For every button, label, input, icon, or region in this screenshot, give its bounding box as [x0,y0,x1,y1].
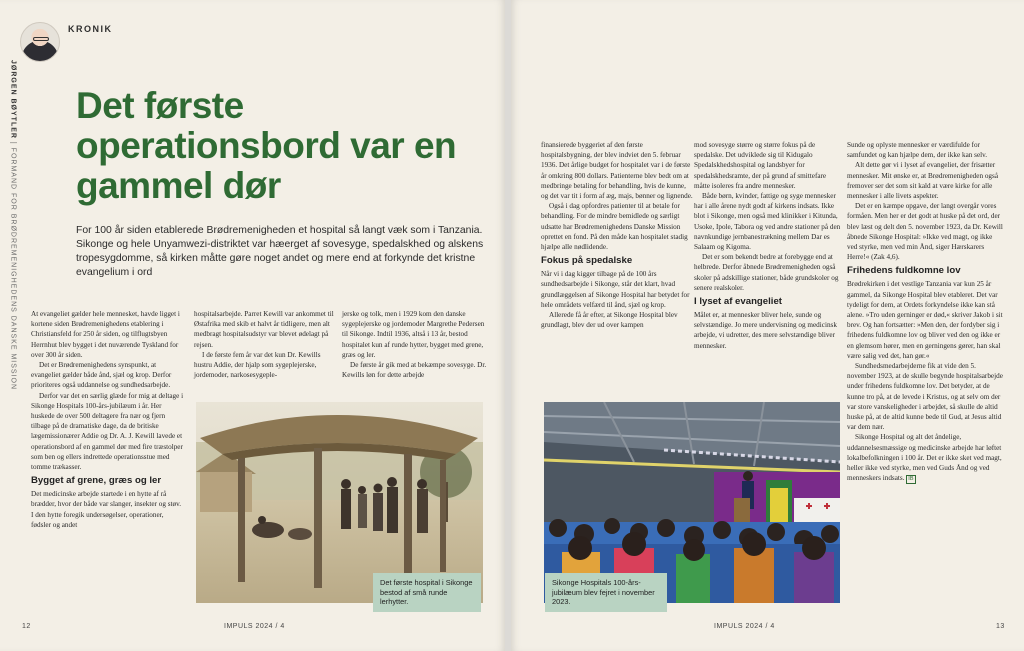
left-column-2 [194,309,334,380]
end-mark: IB [908,476,914,483]
paragraph: Både børn, kvinder, fattige og syge mennesker har i alle årene nydt godt af kirkens indsats. Ikke blot i Sikonge, men også med klinikker i Kitunda, Usoke, Ipole, Tabora og ved andre stationer på den navnkundige jernbanestrækning mellem Dar es Salaam og Kigoma. [694,192,841,252]
page-number-left: 12 [22,623,31,630]
paragraph: hospitalsarbejde. Parret Kewill var ankommet til Østafrika med skib et halvt år tidligere, men alt medbragt hospitalsudstyr var blevet ødelagt på rejsen. [194,310,334,349]
paragraph: Det er Brødremenighedens synspunkt, at evangeliet gælder både ånd, sjæl og krop. Derfor prioriteres også uddannelse og sundhedsarbejde. [31,361,172,390]
subheading: I lyset af evangeliet [694,296,782,308]
subheading: Bygget af grene, græs og ler [31,475,162,487]
paragraph: Sunde og oplyste mennesker er værdifulde for samfundet og kan hjælpe dem, der ikke kan selv. [847,141,988,160]
paragraph: Sundhedsmedarbejderne fik at vide den 5. november 1923, at de skulle begynde hospitalsarbejde under frihedens fuldkomne lov. Det betyder, at de kunne tro på, at de levede i Kristus, og at selv om der var store vanskeligheder i arbejdet, så skulle de altid huske på, at de altid kunne bede til Gud, at Jesus altid var dem nær. [847,362,1003,432]
paragraph: Brødrekirken i det vestlige Tanzania var kun 25 år gammel, da Sikonge Hospital blev etableret. Det var tydeligt for dem, at Ordets forkyndelse ikke kan stå alene. »Tro uden gerninger er død,« skriver Jakob i sit brev. Og han fortsætter: »Men den, der fordyber sig i frihedens fuldkomne lov og bliver ved den og ikke er en glemsom hører, men en gerningens gører, han skal være salig ved det, han gør.« [847,280,1003,360]
paragraph: Det er som bekendt bedre at forebygge end at helbrede. Derfor åbnede Brødremenigheden også skoler på adskillige stationer, både grundskoler og senere realskoler. [694,253,839,292]
right-page [511,0,1024,651]
photo-caption-left: Det første hospital i Sikonge bestod af små runde lerhytter. [373,573,481,612]
paragraph: Det medicinske arbejde startede i en hytte af rå brædder, hvor der både var slanger, insekter og støv. I den hytte foregik undersøgelser, operationer, fødsler og andet [31,490,182,529]
paragraph: De første år gik med at bekæmpe sovesyge. Dr. Kewills løn for dette arbejde [342,361,487,380]
paragraph: Målet er, at mennesker bliver hele, sunde og selvstændige. Jo mere undervisning og medicinsk arbejde, vi udretter, des mere selvstændige bliver mennesker. [694,311,837,350]
left-column-1 [31,309,184,530]
paragraph: I de første fem år var det kun Dr. Kewills hustru Addie, der hjalp som sygeplejerske, jordemoder, narkosesygeple- [194,350,321,380]
paragraph-text: Sikonge Hospital og alt det åndelige, uddannelsesmæssige og medicinske arbejde har løftet lokalbefolkningen i 100 år. Det er ikke sket ved magt, heller ikke ved styrke, men ved Guds Ånd og ved menneskers indsats. [847,433,1002,483]
paragraph: Alt dette gør vi i lyset af evangeliet, der frisætter mennesker. Mit ønske er, at Brødremenigheden også fremover ser det som sit kald at være kirke for alle mennesker i alle livets aspekter. [847,161,999,201]
byline-name: JØRGEN BØYTLER [9,60,17,139]
subheading: Fokus på spedalske [541,255,633,267]
paragraph: jerske og tolk, men i 1929 kom den danske sygeplejerske og jordemoder Margrethe Pedersen til Sikonge. Indtil 1936, altså i 13 år, bestod hospitalet kun af runde hytter, bygget med grene, græs og ler. [342,310,485,359]
left-column-3 [342,309,487,380]
subheading: Frihedens fuldkomne lov [847,265,961,277]
author-avatar [20,22,60,62]
page-number-right: 13 [996,623,1005,630]
paragraph: Derfor var det en særlig glæde for mig at deltage i Sikonge Hospitals 100-års-jubilæum i år. Her huskede de over 500 deltagere fra nær og fjern tilbage på de dramatiske dage, da de britiske lægemissionærer Addie og Dr. A. J. Kewill lavede et operationsbord af en gammel dør med fire træstolper som ben og ellers indrettede operationsstue med tomme trækasser. [31,391,184,472]
paragraph: finansierede byggeriet af den første hospitalsbygning, der blev indviet den 5. februar 1936. Det årlige budget for hospitalet var i de første år omkring 800 dollars. Patienterne blev bedt om at medbringe betaling for behandling, hvis de kunne, og det var tit i form af æg, majs, bønner og lignende. [541,141,693,201]
left-page [0,0,505,651]
article-headline: Det første operationsbord var en gammel dør [76,85,457,206]
right-column-2 [694,140,842,351]
paragraph: Når vi i dag kigger tilbage på de 100 års sundhedsarbejde i Sikonge, står det klart, hvad grundlæggelsen af Sikonge Hospital har betydet for hele områdets velfærd til ånd, sjæl og krop. [541,270,690,309]
vertical-byline [6,60,20,391]
paragraph: Det er en kæmpe opgave, der langt overgår vores formåen. Men her er det godt at huske på det ord, der blev læst og delt den 5. november 1923, da Dr. Kewill åbnede Sikonge Hospital: »Ikke ved magt, og ikke ved styrke, men ved min Ånd, siger Hærskarers Herre!« (Zak 4,6). [847,202,1003,262]
photo-caption-right: Sikonge Hospitals 100-års-jubilæum blev fejret i november 2023. [545,573,667,612]
paragraph: mod sovesyge større og større fokus på de spedalske. Det udviklede sig til Kidugalo Spedalskhedshospital og landsbyer for spedalskhedsramte, der på grund af smittefare måtte isoleres fra andre mennesker. [694,141,827,190]
magazine-issue-right: IMPULS 2024 / 4 [714,623,775,630]
magazine-issue-left: IMPULS 2024 / 4 [224,623,285,630]
paragraph: Allerede få år efter, at Sikonge Hospital blev grundlagt, blev der ud over kampen [541,311,678,330]
right-column-1 [541,140,693,330]
article-lead: For 100 år siden etablerede Brødremenigheden et hospital så langt væk som i Tanzania. Sikonge og hele Unyamwezi-distriktet var hæerget af sovesyge, spedalskhed og alskens tropesygdomme, så kirken måtte gøre noget andet og mere end at forkynde det kristne evangelium i ord [76,225,484,278]
paragraph: Også i dag opfordres patienter til at betale for behandling. For de mindre bemidlede og særligt udsatte har Brødremenighedens Danske Mission oprettet en fond. På den måde kan hospitalet stadig hjælpe alle nødlidende. [541,202,688,252]
paragraph: At evangeliet gælder hele mennesket, havde ligget i kortene siden Brødremenighedens etablering i Christiansfeld for 250 år siden, og tilflugtsbyen Herrnhut blev bygget i det nuværende Tyskland for over 300 år siden. [31,310,180,359]
paragraph [847,432,1004,484]
right-column-3 [847,140,1004,484]
byline-role: | FORMAND FOR BRØDREMENIGHEDENS DANSKE MISSION [9,141,17,391]
section-label: KRONIK [68,24,113,34]
